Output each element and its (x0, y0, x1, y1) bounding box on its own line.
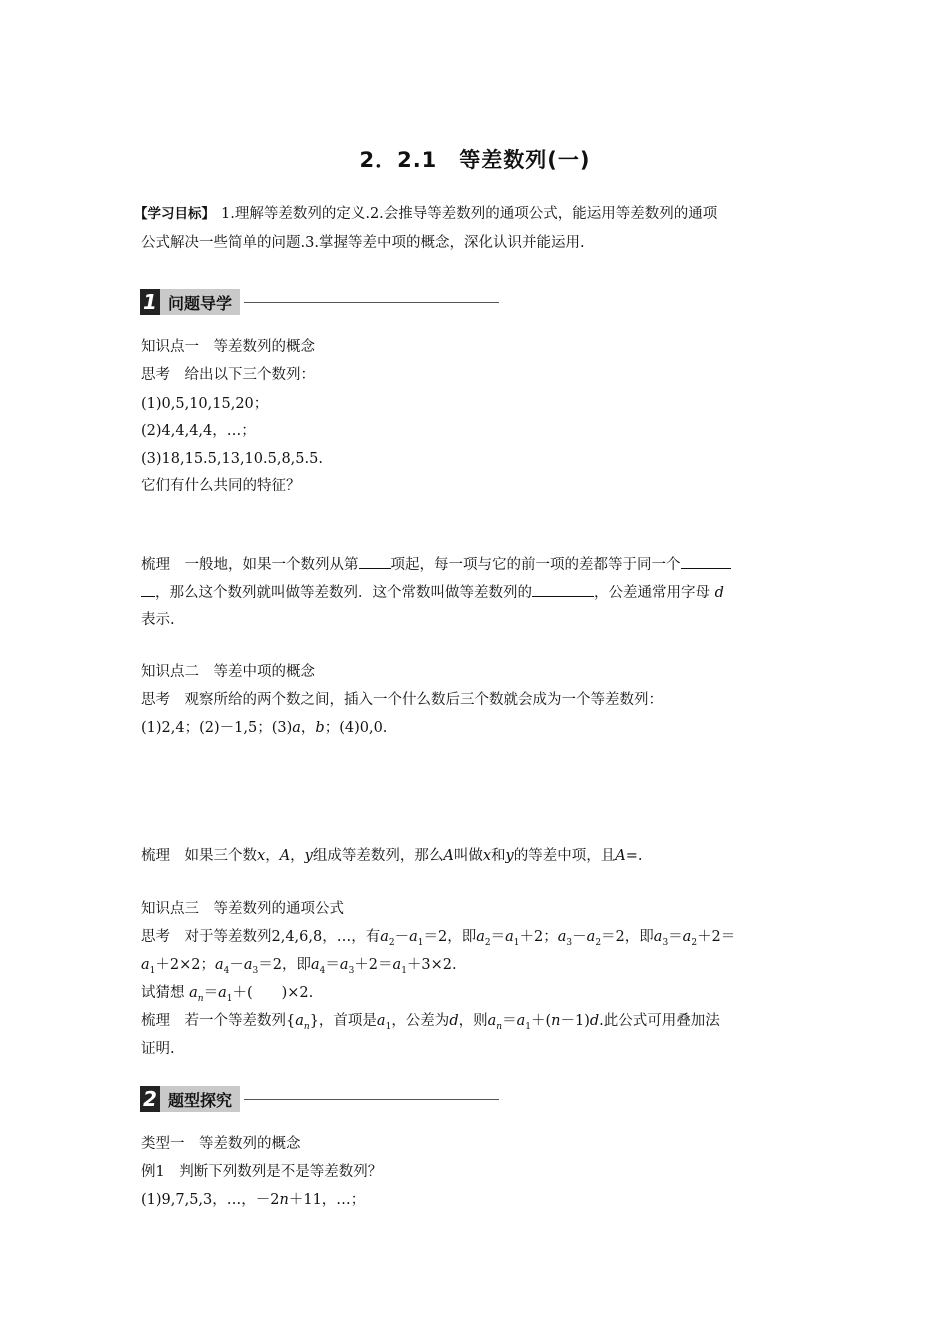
k1-sequence-2: (2)4,4,4,4，…； (141, 423, 256, 439)
k3-summary-line-1: 梳理 若一个等差数列$\{a_n\}$，首项是$a_1$，公差为d，则$a_n=a_1+(n-1)d$.此公式可用叠加法 (141, 1013, 720, 1032)
learning-goals-line-1 (134, 204, 717, 224)
k2-pairs-b: ， (300, 720, 316, 736)
k2-pairs (141, 718, 387, 738)
k3-guess: 试猜想 $a_n=a_1+$( )×2. (141, 985, 314, 1004)
k2-sum-a: 梳理 如果三个数 (141, 848, 257, 864)
k2-pairs-a: (1)2,4；(2)－1,5；(3) (141, 720, 293, 736)
k2-think: 思考 观察所给的两个数之间，插入一个什么数后三个数就会成为一个等差数列： (141, 692, 663, 708)
t1-heading: 类型一 等差数列的概念 (141, 1136, 301, 1152)
section-name: 问题导学 (168, 293, 233, 313)
page-title: 2．2.1 等差数列(一) (359, 148, 591, 172)
section-rule (244, 1099, 499, 1100)
k1-summary-a: 梳理 一般地，如果一个数列从第 (141, 557, 359, 573)
fill-blank (141, 582, 155, 597)
var-y: y (505, 848, 514, 864)
k3-think-b: ×2； (179, 957, 215, 973)
k3-think-line-1: 思考 对于等差数列2,4,6,8，…，有$a_2-a_1=2$，即$a_2=a_1+2$；$a_3-a_2=2$，即$a_3=a_2+2=$ (141, 929, 736, 948)
k1-summary-line-3: 表示. (141, 612, 175, 628)
k2-summary (141, 846, 643, 866)
fill-blank (532, 582, 594, 597)
k1-question: 它们有什么共同的特征？ (141, 478, 301, 494)
section-name: 题型探究 (168, 1090, 233, 1110)
var-a: a (292, 720, 301, 736)
k2-sum-c: ， (290, 848, 305, 864)
k3-think-line-2: $a_1+2\times 2$；$a_4-a_3=2$，即$a_4=a_3+2=a_1+3\times 2$. (141, 957, 457, 976)
section-header-box (140, 1086, 240, 1112)
section-header-2 (140, 1086, 499, 1112)
t1-item-1-text: (1)9,7,5,3，…，－2 (141, 1192, 280, 1208)
k2-sum-h: =. (625, 848, 643, 864)
k1-sequence-1: (1)0,5,10,15,20； (141, 396, 269, 412)
section-header-1 (140, 289, 499, 315)
k3-think-a: 思考 对于等差数列2,4,6,8，…，有 (141, 929, 381, 945)
k2-sum-g: 的等差中项，且 (513, 848, 616, 864)
k1-summary-d: ，公差通常用字母 (594, 585, 710, 601)
var-x: x (257, 848, 266, 864)
k1-sequence-3: (3)18,15.5,13,10.5,8,5.5. (141, 451, 323, 467)
section-number: 2 (140, 1086, 160, 1112)
k1-heading: 知识点一 等差数列的概念 (141, 339, 315, 355)
k1-summary-line-2 (141, 582, 724, 603)
section-number: 1 (140, 289, 160, 315)
var-A: A (615, 848, 626, 864)
var-x: x (482, 848, 492, 864)
var-y: y (304, 848, 313, 864)
section-rule (244, 302, 499, 303)
learning-goals-line-2: 公式解决一些简单的问题.3.掌握等差中项的概念，深化认识并能运用. (141, 235, 585, 251)
k2-sum-b: ， (265, 848, 280, 864)
k2-heading: 知识点二 等差中项的概念 (141, 664, 315, 680)
k2-pairs-c: ；(4)0,0. (324, 720, 388, 736)
k3-sum-a: 梳理 若一个等差数列{ (141, 1013, 296, 1029)
k1-summary-b: 项起，每一项与它的前一项的差都等于同一个 (390, 557, 681, 573)
k3-summary-line-2: 证明. (141, 1041, 175, 1057)
t1-item-1: (1)9,7,5,3，…，－2n＋11，…； (141, 1192, 366, 1208)
k1-summary-c: ，那么这个数列就叫做等差数列．这个常数叫做等差数列的 (155, 585, 532, 601)
k3-heading: 知识点三 等差数列的通项公式 (141, 901, 344, 917)
var-A: A (279, 848, 291, 864)
k1-summary-line-1 (141, 554, 731, 575)
var-A: A (443, 848, 454, 864)
k1-think: 思考 给出以下三个数列： (141, 367, 315, 383)
t1-example: 例1 判断下列数列是不是等差数列？ (141, 1164, 383, 1180)
section-header-box (140, 289, 240, 315)
k2-sum-e: 叫做 (453, 848, 483, 864)
k3-guess-label: 试猜想 (141, 985, 185, 1001)
var-b: b (315, 720, 325, 736)
fill-blank (359, 554, 391, 569)
fill-blank (681, 554, 731, 569)
k2-sum-d: 组成等差数列，那么 (312, 848, 444, 864)
learning-goals-text-1: 1.理解等差数列的定义.2.会推导等差数列的通项公式，能运用等差数列的通项 (221, 206, 718, 222)
learning-goals-label: 【学习目标】 (134, 206, 215, 222)
var-d: d (714, 585, 724, 601)
k2-sum-f: 和 (491, 848, 506, 864)
